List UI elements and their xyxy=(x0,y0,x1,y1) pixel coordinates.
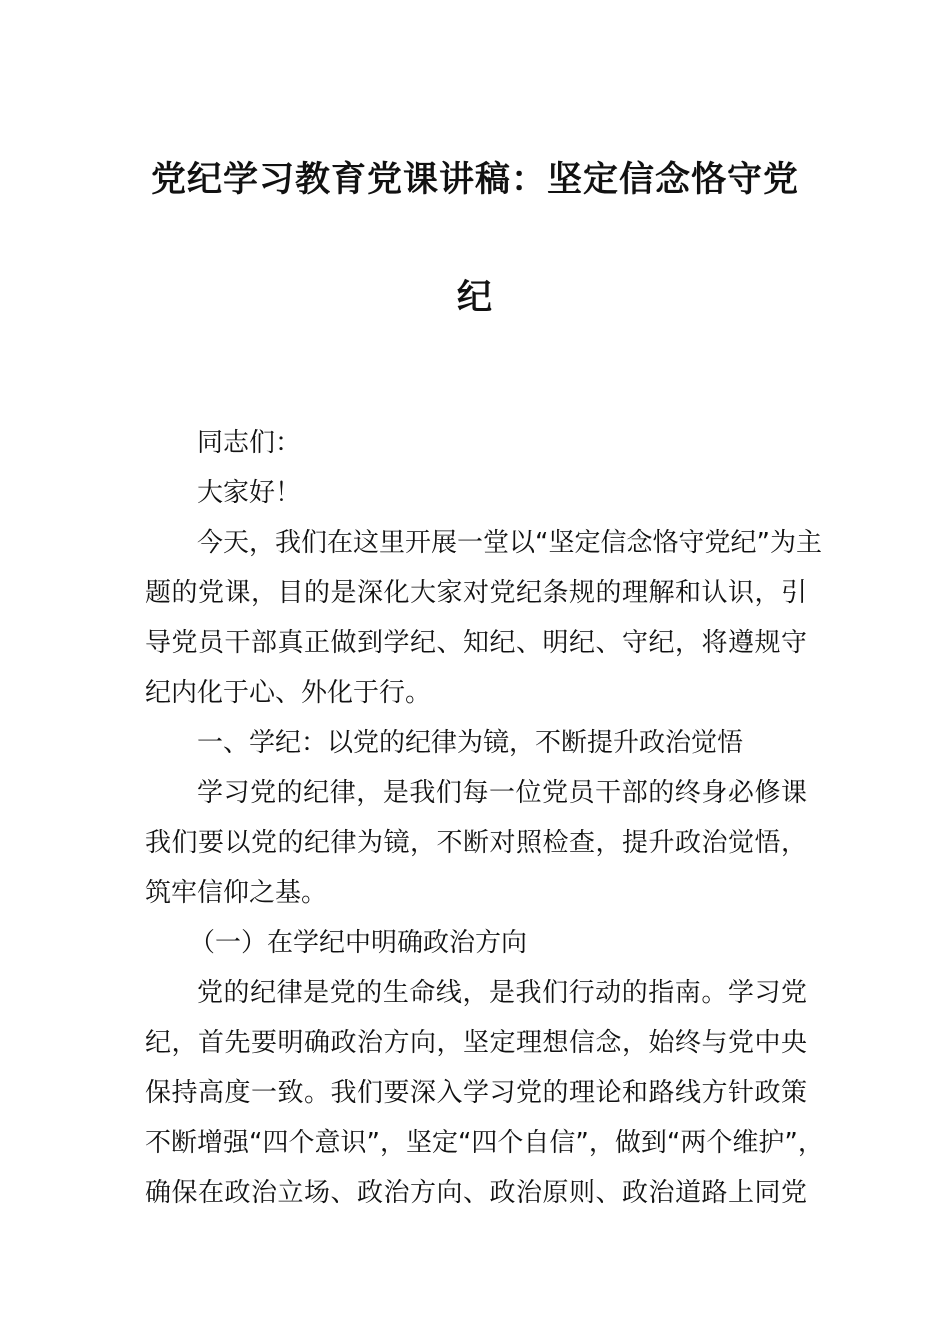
subsection-heading-1: （一）在学纪中明确政治方向 xyxy=(189,928,528,958)
body-line: 筑牢信仰之基。 xyxy=(145,878,328,908)
body-line: 今天，我们在这里开展一堂以“坚定信念恪守党纪”为主 xyxy=(197,528,822,558)
body-line: 纪，首先要明确政治方向，坚定理想信念，始终与党中央 xyxy=(145,1028,807,1058)
document-title-line-2: 纪 xyxy=(456,278,493,318)
body-line: 纪内化于心、外化于行。 xyxy=(145,678,432,708)
body-line: 题的党课，目的是深化大家对党纪条规的理解和认识，引 xyxy=(145,578,807,608)
document-title-line-1: 党纪学习教育党课讲稿：坚定信念恪守党 xyxy=(150,160,799,200)
body-line: 导党员干部真正做到学纪、知纪、明纪、守纪，将遵规守 xyxy=(145,628,807,658)
body-line: 确保在政治立场、政治方向、政治原则、政治道路上同党 xyxy=(145,1178,807,1208)
body-line: 不断增强“四个意识”，坚定“四个自信”，做到“两个维护”， xyxy=(145,1128,824,1158)
salutation: 同志们： xyxy=(197,428,302,458)
body-line: 学习党的纪律，是我们每一位党员干部的终身必修课 xyxy=(197,778,807,808)
section-heading-1: 一、学纪：以党的纪律为镜，不断提升政治觉悟 xyxy=(197,728,744,758)
body-line: 党的纪律是党的生命线，是我们行动的指南。学习党 xyxy=(197,978,807,1008)
body-line: 保持高度一致。我们要深入学习党的理论和路线方针政策 xyxy=(145,1078,807,1108)
body-line: 我们要以党的纪律为镜，不断对照检查，提升政治觉悟， xyxy=(145,828,807,858)
greeting: 大家好！ xyxy=(197,478,302,508)
document-body xyxy=(145,418,824,1218)
